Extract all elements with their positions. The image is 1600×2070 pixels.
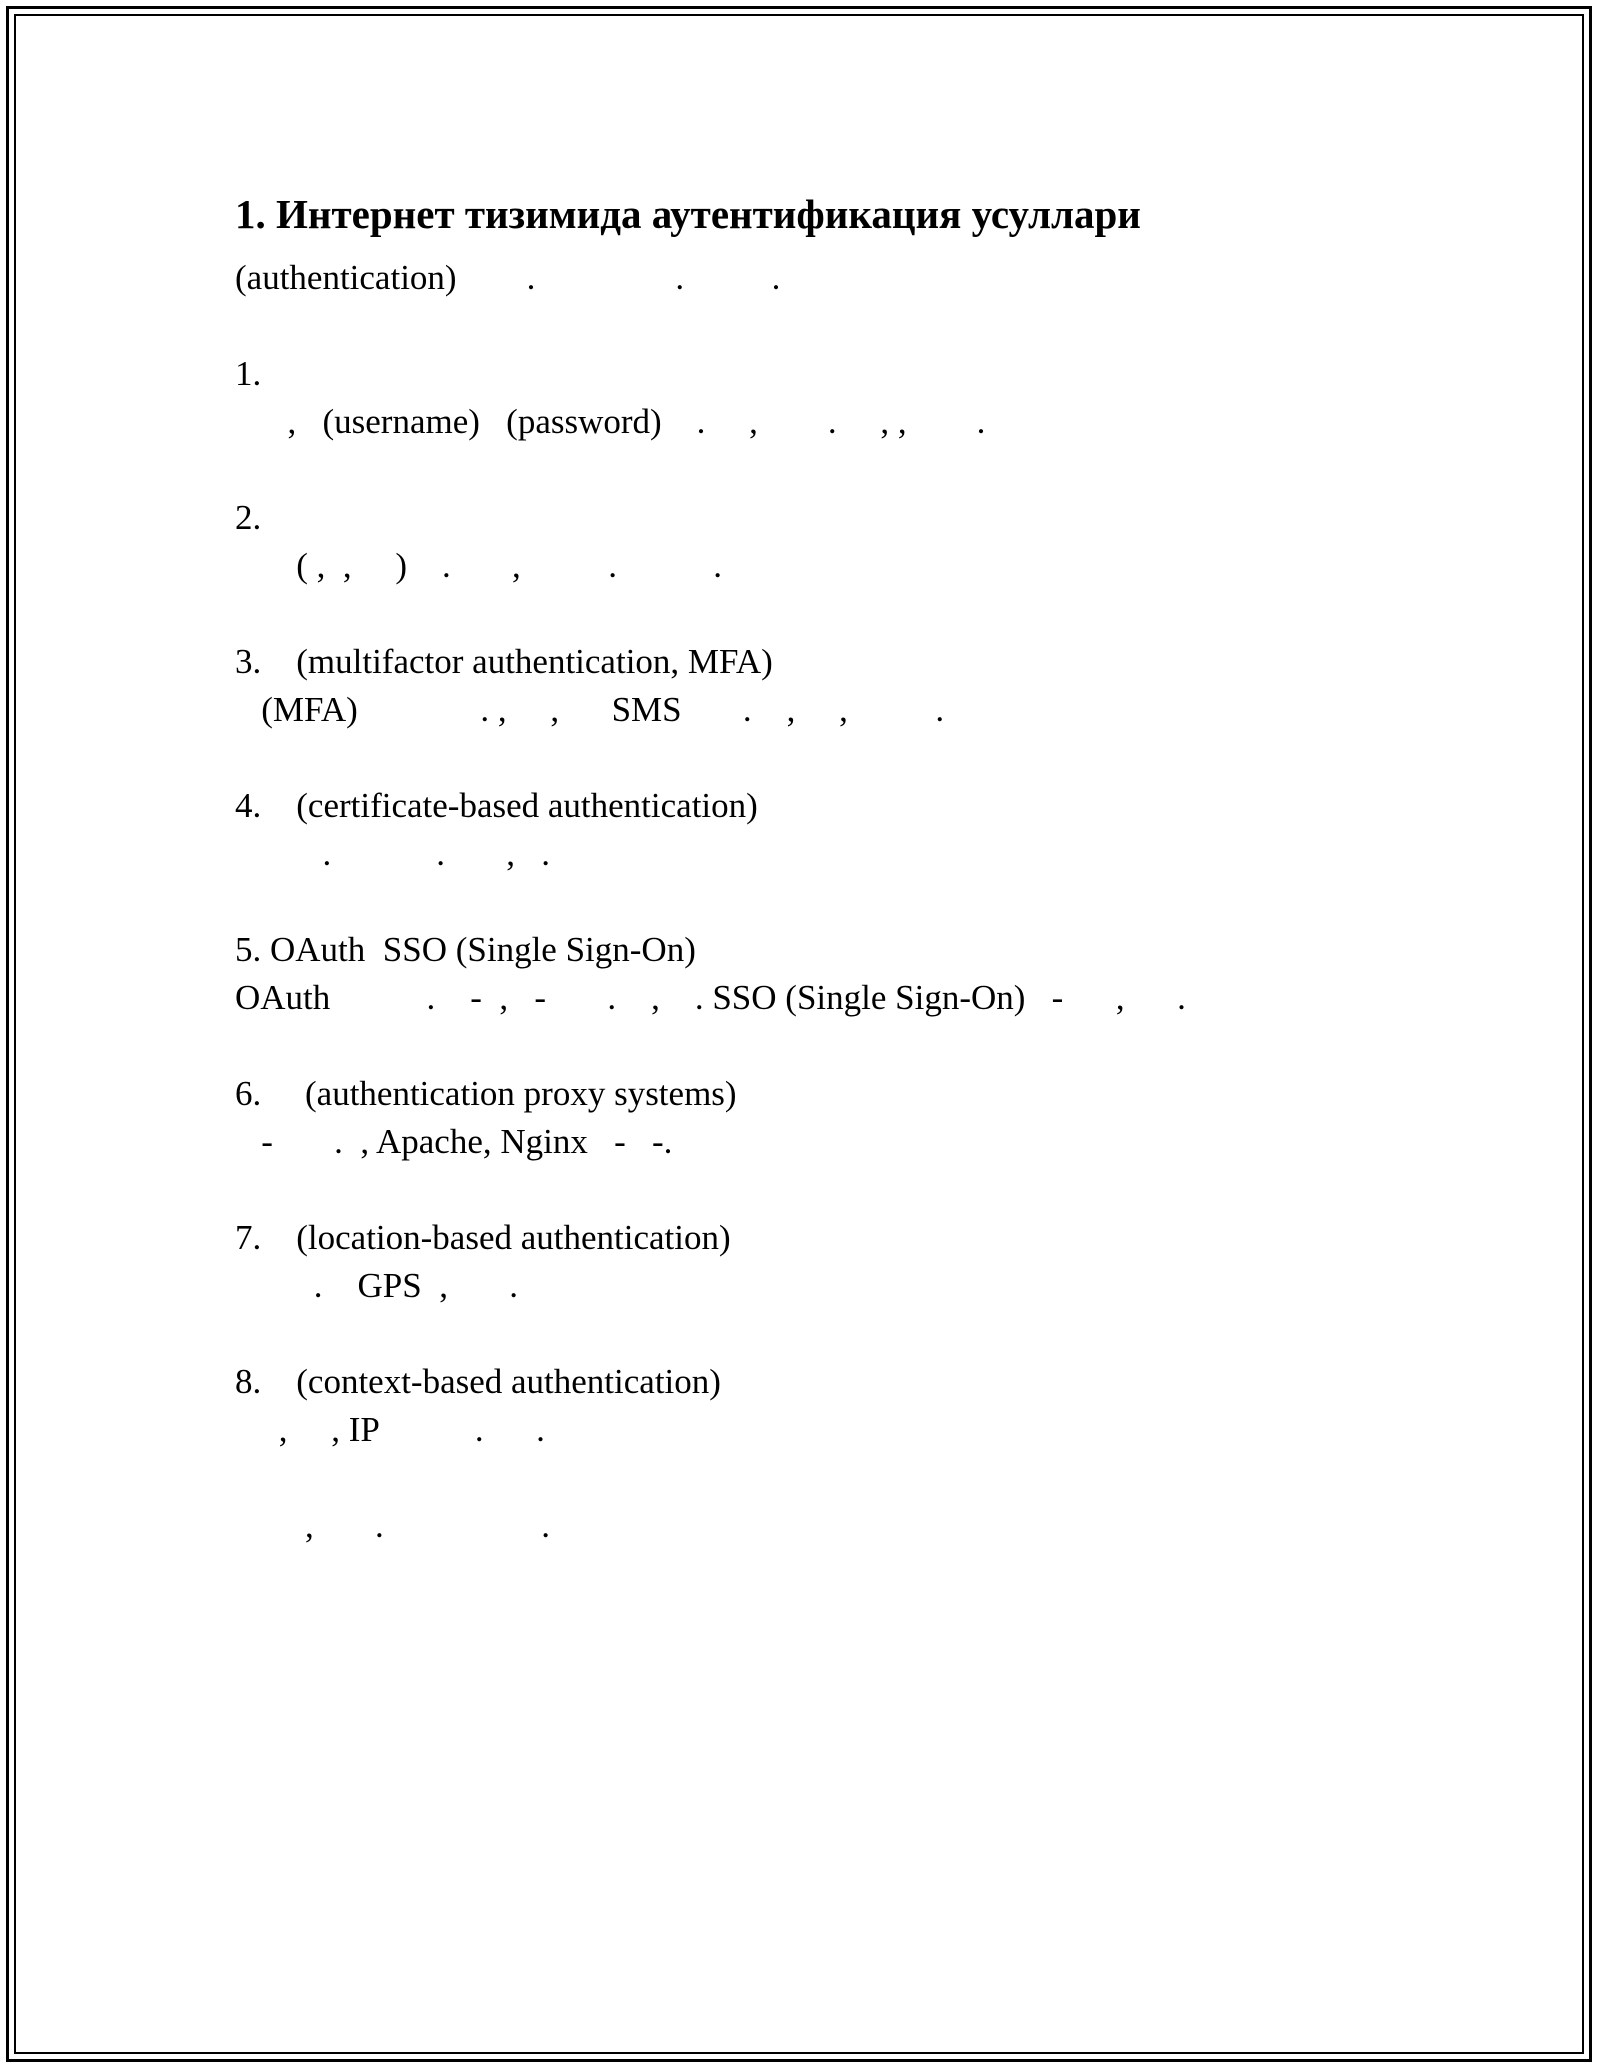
item-body: ( , , ) . , . . [235,546,723,585]
item-title: 6. (authentication proxy systems) [235,1074,737,1113]
item-title: 5. OAuth SSO (Single Sign-On) [235,930,696,969]
list-item-5 [235,926,1415,1022]
item-body: . GPS , . [235,1266,518,1305]
list-item-1 [235,350,1415,446]
item-body: , (username) (password) . , . , , . [235,402,986,441]
item-body: (MFA) . , , SMS . , , . [235,690,945,729]
list-item-3 [235,638,1415,734]
list-item-4 [235,782,1415,878]
list-item-6 [235,1070,1415,1166]
item-title: 7. (location-based authentication) [235,1218,731,1257]
item-title: 4. (certificate-based authentication) [235,786,758,825]
item-title: 8. (context-based authentication) [235,1362,721,1401]
item-body: , , IP . . [235,1410,545,1449]
section-heading: 1. Интернет тизимида аутентификация усуллари [235,191,1141,237]
item-body: - . , Apache, Nginx - -. [235,1122,673,1161]
intro-paragraph: (authentication) . . . [235,258,781,297]
document-body [235,186,1415,1550]
list-item-7 [235,1214,1415,1310]
list-item-2 [235,494,1415,590]
item-title: 2. [235,498,262,537]
item-title: 1. [235,354,262,393]
item-body: . . , . [235,834,550,873]
list-item-8 [235,1358,1415,1454]
item-body: OAuth . - , - . , . SSO (Single Sign-On) - , . [235,978,1186,1017]
item-title: 3. (multifactor authentication, MFA) [235,642,773,681]
closing-paragraph: , . . [235,1506,550,1545]
